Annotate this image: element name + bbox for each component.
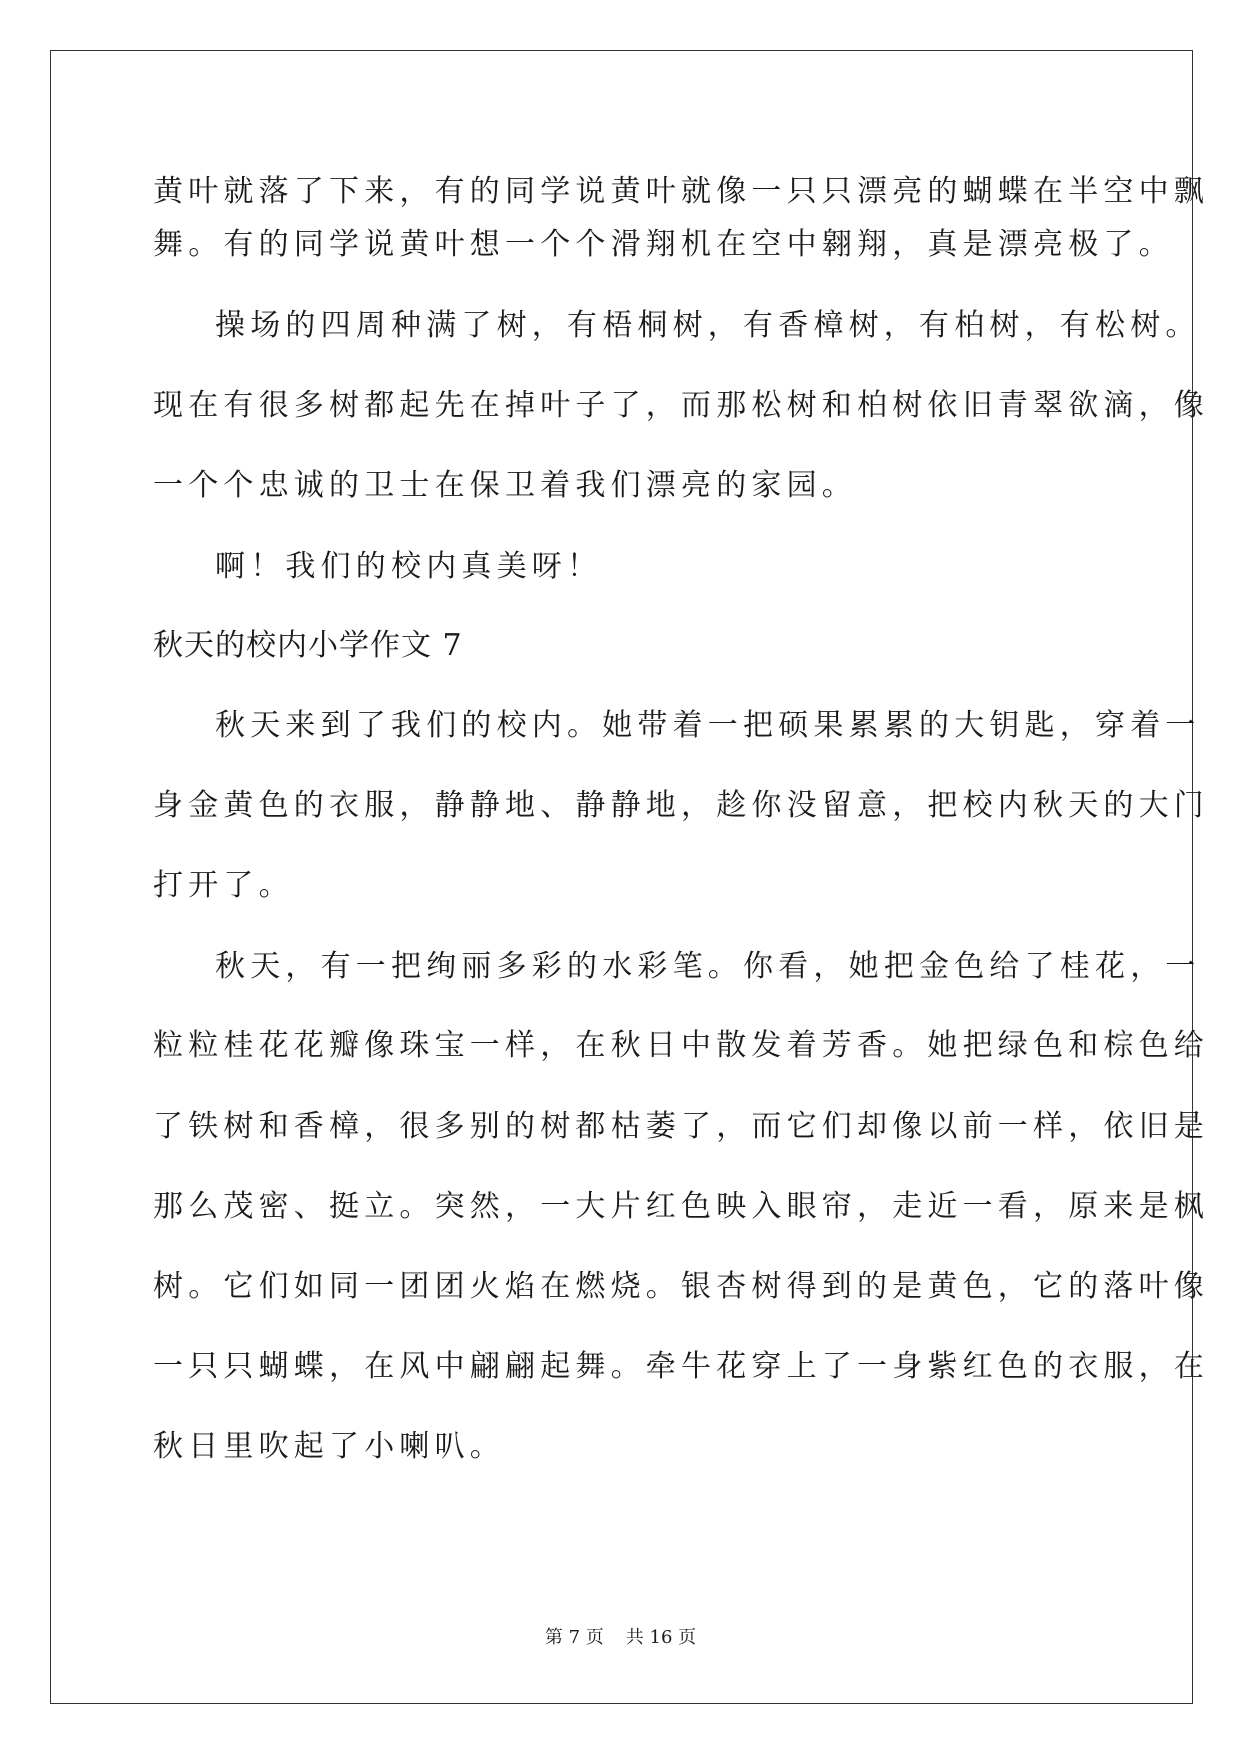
text-line: 黄叶就落了下来，有的同学说黄叶就像一只只漂亮的蝴蝶在半空中飘 [153, 174, 1209, 209]
text-line: 啊！我们的校内真美呀！ [215, 549, 603, 584]
page-total: 共 16 页 [625, 1627, 697, 1648]
text-line: 操场的四周种满了树，有梧桐树，有香樟树，有柏树，有松树。 [215, 308, 1201, 343]
text-line: 身金黄色的衣服，静静地、静静地，趁你没留意，把校内秋天的大门 [153, 788, 1209, 823]
text-line: 一只只蝴蝶，在风中翩翩起舞。牵牛花穿上了一身紫红色的衣服，在 [153, 1349, 1209, 1384]
text-line: 打开了。 [153, 868, 294, 903]
text-line: 秋日里吹起了小喇叭。 [153, 1429, 505, 1464]
text-line: 了铁树和香樟，很多别的树都枯萎了，而它们却像以前一样，依旧是 [153, 1109, 1209, 1144]
text-line: 一个个忠诚的卫士在保卫着我们漂亮的家园。 [153, 468, 857, 503]
text-line: 现在有很多树都起先在掉叶子了，而那松树和柏树依旧青翠欲滴，像 [153, 388, 1209, 423]
text-line: 秋天，有一把绚丽多彩的水彩笔。你看，她把金色给了桂花，一 [215, 949, 1201, 984]
text-line: 舞。有的同学说黄叶想一个个滑翔机在空中翱翔，真是漂亮极了。 [153, 227, 1174, 262]
text-line: 秋天来到了我们的校内。她带着一把硕果累累的大钥匙，穿着一 [215, 708, 1201, 743]
text-line: 粒粒桂花花瓣像珠宝一样，在秋日中散发着芳香。她把绿色和棕色给 [153, 1028, 1209, 1063]
page-number: 第 7 页 [544, 1627, 604, 1648]
text-line: 那么茂密、挺立。突然，一大片红色映入眼帘，走近一看，原来是枫 [153, 1189, 1209, 1224]
page-footer [0, 1626, 1241, 1650]
text-line: 树。它们如同一团团火焰在燃烧。银杏树得到的是黄色，它的落叶像 [153, 1269, 1209, 1304]
section-title: 秋天的校内小学作文 7 [153, 628, 463, 663]
